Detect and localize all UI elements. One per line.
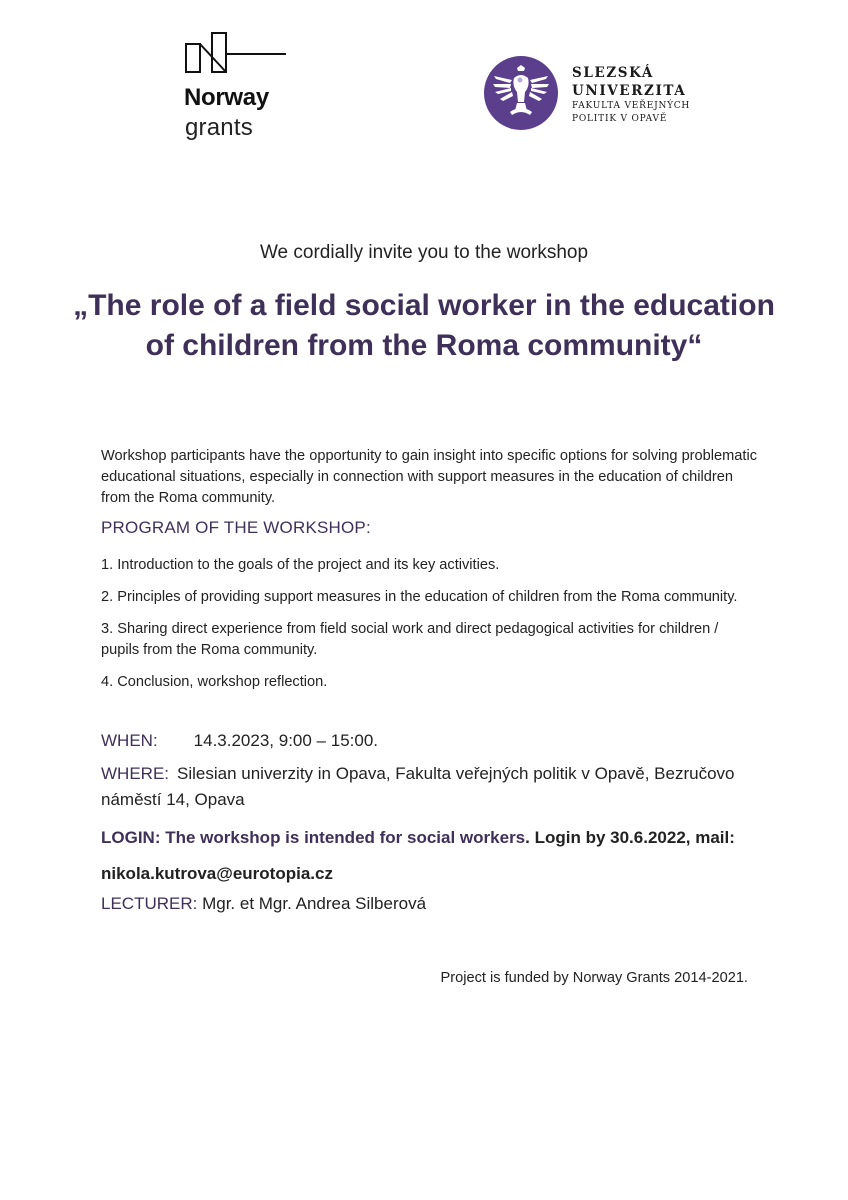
- norway-logo-name: Norway: [184, 84, 269, 111]
- program-heading: PROGRAM OF THE WORKSHOP:: [101, 518, 371, 537]
- where-row: [101, 761, 751, 813]
- program-list: [101, 555, 741, 704]
- program-item: 2. Principles of providing support measures in the education of children from the Roma community.: [101, 589, 738, 605]
- login-separator: .: [525, 828, 535, 847]
- university-logo: [484, 56, 714, 136]
- norway-grants-logo: [184, 30, 294, 150]
- when-value: 14.3.2023, 9:00 – 15:00.: [193, 731, 378, 750]
- intro-paragraph: Workshop participants have the opportunity to gain insight into specific options for solving problematic educational situations, especially in connection with support measures in the education of children from the Roma community.: [101, 448, 757, 506]
- funding-note: Project is funded by Norway Grants 2014-2021.: [440, 970, 748, 986]
- university-name: [572, 64, 690, 126]
- lecturer-value: Mgr. et Mgr. Andrea Silberová: [197, 894, 427, 913]
- login-audience: The workshop is intended for social workers: [160, 828, 526, 847]
- university-name-line1: SLEZSKÁ: [572, 65, 654, 81]
- faculty-name-line1: FAKULTA VEŘEJNÝCH: [572, 101, 691, 111]
- when-row: [101, 728, 751, 754]
- lecturer-label: LECTURER:: [101, 894, 198, 913]
- login-row: [101, 820, 751, 892]
- invitation-line: We cordially invite you to the workshop: [259, 242, 589, 263]
- program-item: 3. Sharing direct experience from field social work and direct pedagogical activities for children / pupils from the Roma community.: [101, 621, 719, 658]
- where-label: WHERE:: [101, 764, 169, 783]
- login-deadline: Login by 30.6.2022, mail: nikola.kutrova@eurotopia.cz: [101, 828, 735, 883]
- norway-grants-mark-icon: [184, 30, 288, 76]
- program-item: 4. Conclusion, workshop reflection.: [101, 674, 328, 690]
- eagle-emblem-icon: [484, 56, 558, 130]
- university-name-line2: UNIVERZITA: [572, 83, 687, 99]
- program-item: 1. Introduction to the goals of the project and its key activities.: [101, 557, 500, 573]
- where-value: Silesian univerzity in Opava, Fakulta veřejných politik v Opavě, Bezručovo náměstí 14, Opava: [101, 764, 735, 809]
- when-label: WHEN:: [101, 731, 158, 750]
- login-label: LOGIN:: [101, 828, 161, 847]
- faculty-name-line2: POLITIK V OPAVĚ: [572, 114, 668, 124]
- lecturer-row: [101, 891, 751, 917]
- norway-logo-sub: grants: [185, 114, 253, 141]
- workshop-title: „The role of a field social worker in the education of children from the Roma community“: [73, 289, 775, 362]
